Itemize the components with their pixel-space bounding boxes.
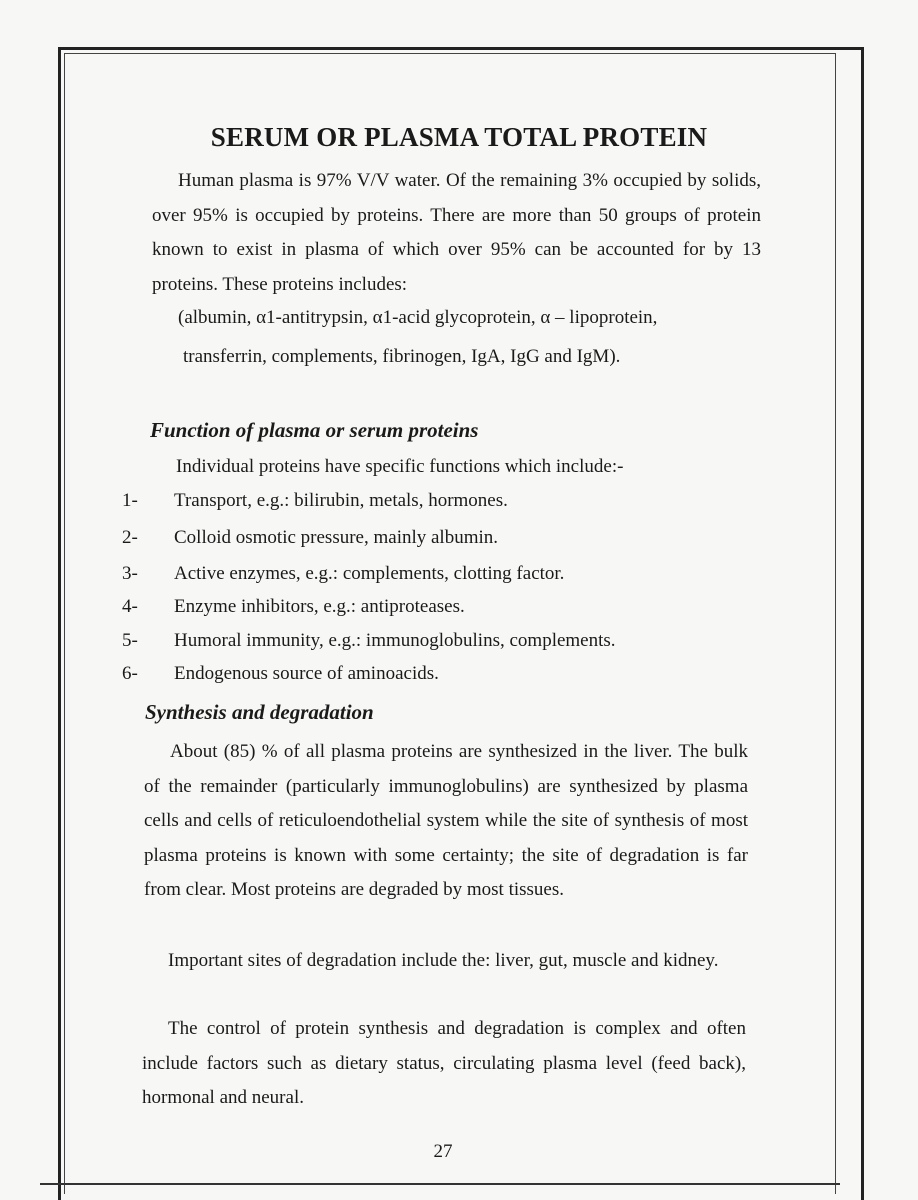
list-number: 3- xyxy=(122,563,138,584)
page-title: SERUM OR PLASMA TOTAL PROTEIN xyxy=(210,122,708,152)
list-number: 4- xyxy=(122,596,138,617)
synthesis-paragraph-3: The control of protein synthesis and degradation is complex and often include factors such as dietary status, circulating plasma level (feed back), hormonal and neural. xyxy=(142,1018,746,1108)
list-number: 2- xyxy=(122,527,138,548)
functions-heading: Function of plasma or serum proteins xyxy=(150,418,479,442)
list-text: Humoral immunity, e.g.: immunoglobulins, complements. xyxy=(174,630,616,651)
synthesis-paragraph-2: Important sites of degradation include the: liver, gut, muscle and kidney. xyxy=(168,950,719,971)
list-text: Active enzymes, e.g.: complements, clotting factor. xyxy=(174,563,565,584)
list-text: Colloid osmotic pressure, mainly albumin. xyxy=(174,527,499,548)
protein-list-line-1: (albumin, α1-antitrypsin, α1-acid glycoprotein, α – lipoprotein, xyxy=(178,307,658,328)
page-number: 27 xyxy=(433,1141,453,1162)
synthesis-heading: Synthesis and degradation xyxy=(145,700,374,724)
list-text: Enzyme inhibitors, e.g.: antiproteases. xyxy=(174,596,465,617)
protein-list-line-2: transferrin, complements, fibrinogen, IgA, IgG and IgM). xyxy=(183,346,621,367)
intro-paragraph: Human plasma is 97% V/V water. Of the remaining 3% occupied by solids, over 95% is occupied by proteins. There are more than 50 groups of protein known to exist in plasma of which over 95% can be accounted for by 13 proteins. These proteins includes: xyxy=(152,170,761,295)
list-number: 6- xyxy=(122,663,138,684)
list-number: 1- xyxy=(122,490,138,511)
list-text: Endogenous source of aminoacids. xyxy=(174,663,439,684)
functions-intro: Individual proteins have specific functions which include:- xyxy=(176,456,624,477)
list-text: Transport, e.g.: bilirubin, metals, hormones. xyxy=(174,490,508,511)
list-number: 5- xyxy=(122,630,138,651)
synthesis-paragraph-1: About (85) % of all plasma proteins are synthesized in the liver. The bulk of the remainder (particularly immunoglobulins) are synthesized by plasma cells and cells of reticuloendothelial system while the site of synthesis of most plasma proteins is known with some certainty; the site of degradation is far from clear. Most proteins are degraded by most tissues. xyxy=(144,741,748,900)
